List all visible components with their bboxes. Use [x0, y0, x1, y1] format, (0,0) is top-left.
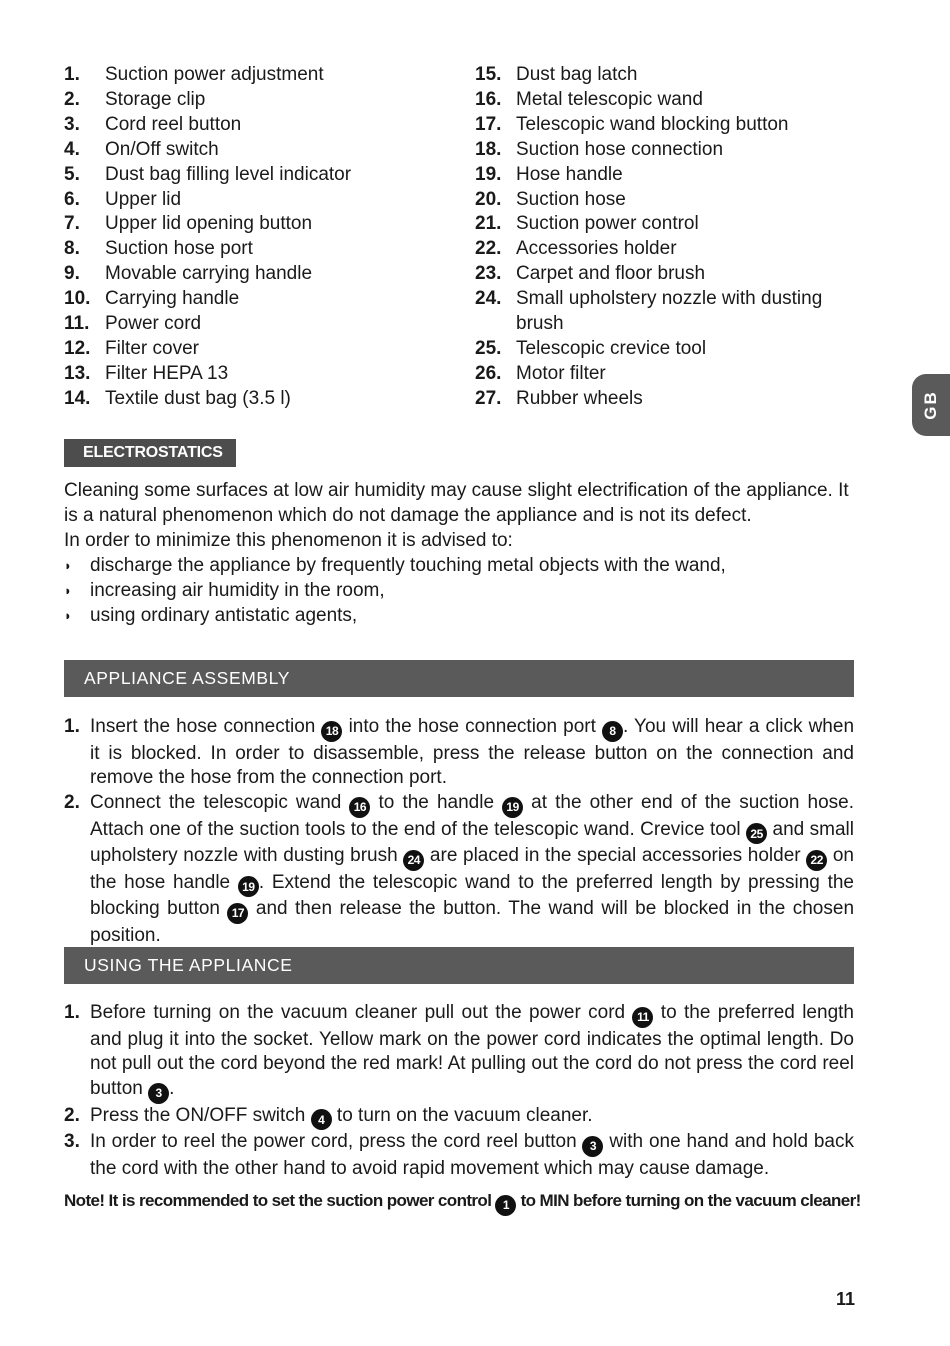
electrostatics-paragraph: Cleaning some surfaces at low air humidity may cause slight electrification of the appliance. It is a natural phenomenon which do not damage the appliance and is not its defect.	[64, 480, 849, 526]
step-number: 2.	[64, 792, 80, 814]
item-number: 8.	[64, 238, 80, 260]
part-ref-badge: 17	[227, 903, 248, 924]
item-number: 17.	[475, 113, 502, 135]
bullet-icon: ◗	[64, 582, 72, 598]
list-item	[64, 237, 454, 262]
part-ref-badge: 22	[806, 850, 827, 871]
bullet-text: discharge the appliance by frequently touching metal objects with the wand,	[90, 554, 726, 576]
list-item	[64, 188, 454, 213]
item-number: 19.	[475, 163, 502, 185]
item-label: Telescopic crevice tool	[516, 337, 707, 359]
list-item	[64, 212, 454, 237]
item-number: 7.	[64, 213, 80, 235]
item-number: 15.	[475, 64, 502, 85]
part-ref-badge: 8	[602, 721, 623, 742]
assembly-section	[64, 715, 854, 949]
item-number: 6.	[64, 188, 80, 210]
item-label: Hose handle	[516, 163, 623, 185]
item-label: Motor filter	[516, 362, 606, 384]
step-text: Connect the telescopic wand 16 to the handle 19 at the other end of the suction hose. Attach one of the suction tools to the end of the telescopic wand. Crevice tool 25 and small upholstery nozzle with dusting brush 24 are placed in the special accessories holder 22 on the hose handle 19 . Extend the telescopic wand to the preferred length by pressing the blocking button 17 and then release the button. The wand will be blocked in the chosen position.	[90, 792, 855, 946]
item-number: 4.	[64, 138, 80, 160]
electrostatics-intro: In order to minimize this phenomenon it is advised to:	[64, 529, 513, 551]
item-number: 5.	[64, 163, 80, 185]
list-item	[475, 138, 855, 163]
bullet-text: using ordinary antistatic agents,	[90, 604, 358, 626]
item-number: 2.	[64, 88, 80, 110]
item-number: 10.	[64, 288, 91, 310]
item-label: Storage clip	[105, 88, 206, 110]
part-ref-badge: 19	[502, 797, 523, 818]
list-item	[475, 287, 855, 337]
list-item	[64, 387, 454, 412]
list-item	[475, 387, 855, 412]
item-number: 24.	[475, 288, 502, 310]
item-label: Cord reel button	[105, 113, 242, 135]
bullet-icon: ◗	[64, 607, 72, 623]
item-label: Rubber wheels	[516, 387, 643, 409]
item-number: 14.	[64, 387, 91, 409]
part-ref-badge: 19	[238, 876, 259, 897]
language-tab-label: GB	[921, 390, 940, 420]
list-item	[64, 138, 454, 163]
item-number: 12.	[64, 337, 91, 359]
assembly-step	[64, 791, 854, 948]
item-label: Suction hose	[516, 188, 626, 210]
electrostatics-heading: ELECTROSTATICS	[64, 439, 236, 467]
item-label: Metal telescopic wand	[516, 88, 703, 110]
parts-list-left	[64, 63, 454, 412]
item-label: Suction hose connection	[516, 138, 724, 160]
item-label: Filter HEPA 13	[105, 362, 229, 384]
list-item	[475, 88, 855, 113]
item-label: Suction power adjustment	[105, 64, 324, 85]
item-number: 13.	[64, 362, 91, 384]
item-number: 11.	[64, 313, 90, 335]
using-step	[64, 1104, 854, 1131]
item-label: Suction power control	[516, 213, 699, 235]
part-ref-badge: 16	[349, 797, 370, 818]
list-item	[64, 337, 454, 362]
using-section	[64, 1001, 854, 1182]
step-number: 1.	[64, 716, 80, 737]
item-label: Suction hose port	[105, 238, 253, 260]
using-heading: USING THE APPLIANCE	[64, 947, 854, 984]
item-label: Upper lid opening button	[105, 213, 313, 235]
list-item	[475, 262, 855, 287]
item-label: Dust bag latch	[516, 64, 638, 85]
part-ref-badge: 25	[746, 823, 767, 844]
item-number: 3.	[64, 113, 80, 135]
list-item	[64, 362, 454, 387]
parts-list-right	[475, 63, 855, 412]
step-number: 3.	[64, 1131, 80, 1153]
part-ref-badge: 1	[495, 1195, 516, 1216]
part-ref-badge: 18	[321, 721, 342, 742]
item-number: 27.	[475, 387, 502, 409]
list-item	[475, 362, 855, 387]
bullet-item	[64, 579, 854, 604]
step-text: Press the ON/OFF switch 4 to turn on the vacuum cleaner.	[90, 1104, 854, 1131]
item-label: Upper lid	[105, 188, 182, 210]
warning-note: Note! It is recommended to set the suction power control 1 to MIN before turning on the vacuum cleaner!	[64, 1188, 864, 1216]
list-item	[64, 163, 454, 188]
item-label: Power cord	[105, 313, 202, 335]
item-label: Movable carrying handle	[105, 263, 313, 285]
list-item	[64, 287, 454, 312]
item-label: Textile dust bag (3.5 l)	[105, 387, 291, 409]
item-number: 21.	[475, 213, 502, 235]
assembly-step	[64, 715, 854, 791]
list-item	[475, 188, 855, 213]
list-item	[475, 237, 855, 262]
bullet-icon: ◗	[64, 557, 72, 573]
using-step	[64, 1001, 854, 1104]
item-number: 26.	[475, 362, 502, 384]
item-number: 22.	[475, 238, 502, 260]
list-item	[475, 63, 855, 88]
step-text: Insert the hose connection 18 into the hose connection port 8 . You will hear a click when it is blocked. In order to disassemble, press the release button on the connection and remove the hose from the connection port.	[90, 716, 855, 789]
item-label: Accessories holder	[516, 238, 677, 260]
item-number: 16.	[475, 88, 502, 110]
step-number: 2.	[64, 1104, 80, 1126]
bullet-item	[64, 554, 854, 579]
part-ref-badge: 3	[582, 1136, 603, 1157]
item-number: 20.	[475, 188, 502, 210]
electrostatics-section	[64, 479, 854, 628]
language-tab	[912, 374, 950, 436]
list-item	[475, 113, 855, 138]
part-ref-badge: 24	[403, 850, 424, 871]
item-number: 23.	[475, 263, 502, 285]
step-text: Before turning on the vacuum cleaner pull out the power cord 11 to the preferred length and plug it into the socket. Yellow mark on the power cord indicates the optimal length. Do not pull out the cord beyond the red mark! At pulling out the cord do not press the cord reel button 3 .	[90, 1001, 854, 1104]
part-ref-badge: 3	[148, 1083, 169, 1104]
item-number: 18.	[475, 138, 502, 160]
item-label: Carrying handle	[105, 288, 240, 310]
item-number: 25.	[475, 337, 502, 359]
list-item	[64, 88, 454, 113]
step-text: In order to reel the power cord, press the cord reel button 3 with one hand and hold back the cord with the other hand to avoid rapid movement which may cause damage.	[90, 1131, 854, 1179]
list-item	[64, 63, 454, 88]
part-ref-badge: 4	[311, 1109, 332, 1130]
item-number: 1.	[64, 64, 80, 85]
list-item	[64, 312, 454, 337]
item-number: 9.	[64, 263, 80, 285]
list-item	[64, 262, 454, 287]
assembly-heading: APPLIANCE ASSEMBLY	[64, 660, 854, 697]
item-label: Filter cover	[105, 337, 199, 359]
list-item	[475, 163, 855, 188]
using-step	[64, 1130, 854, 1181]
item-label: Telescopic wand blocking button	[516, 113, 789, 135]
item-label: Small upholstery nozzle with dusting brush	[516, 288, 823, 335]
list-item	[475, 212, 855, 237]
page-number: 11	[836, 1289, 856, 1309]
bullet-item	[64, 604, 854, 629]
bullet-text: increasing air humidity in the room,	[90, 579, 385, 601]
item-label: Dust bag filling level indicator	[105, 163, 352, 185]
item-label: On/Off switch	[105, 138, 219, 160]
list-item	[475, 337, 855, 362]
part-ref-badge: 11	[632, 1007, 653, 1028]
list-item	[64, 113, 454, 138]
item-label: Carpet and floor brush	[516, 263, 706, 285]
step-number: 1.	[64, 1002, 80, 1023]
